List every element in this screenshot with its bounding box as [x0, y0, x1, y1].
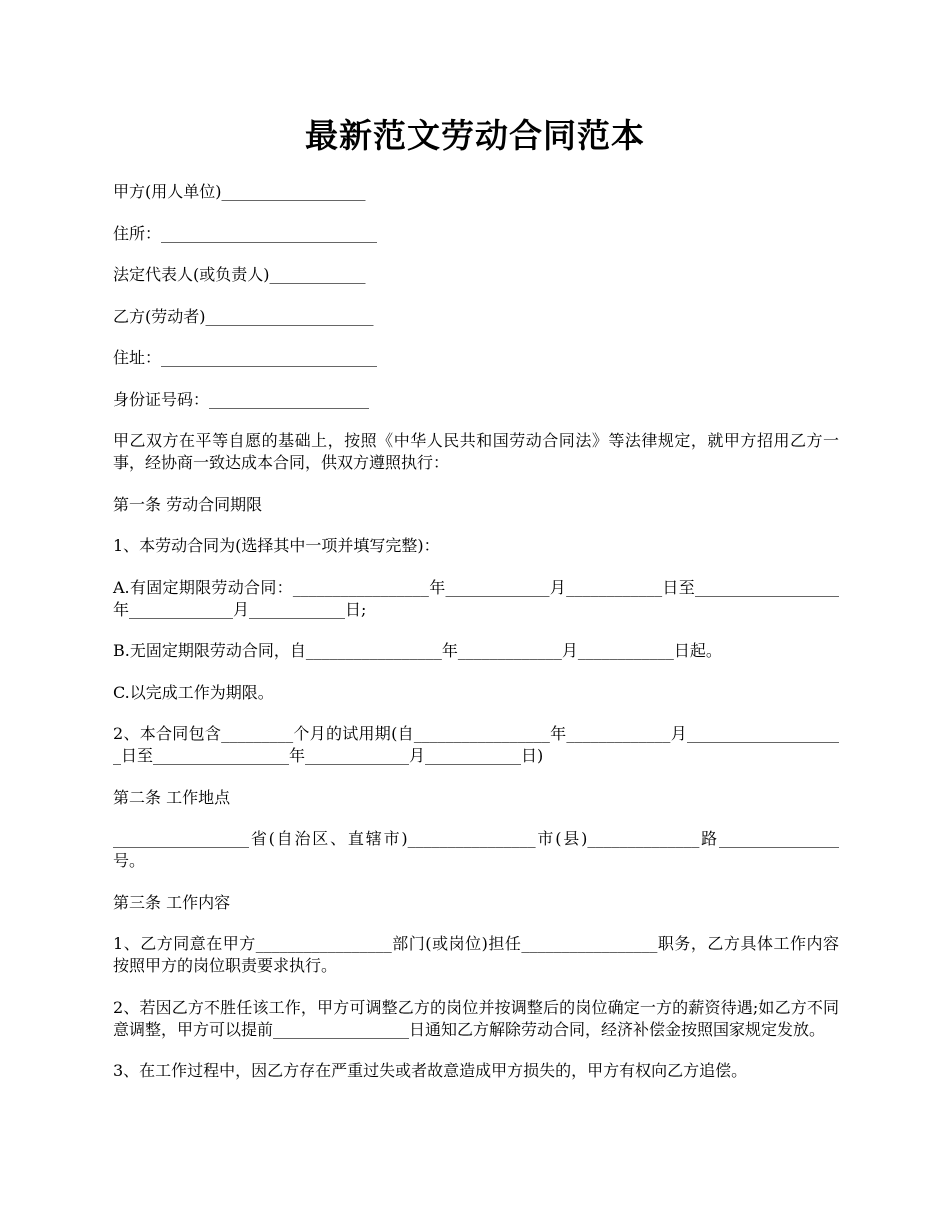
preamble-paragraph: 甲乙双方在平等自愿的基础上，按照《中华人民共和国劳动合同法》等法律规定，就甲方招用乙方一事，经协商一致达成本合同，供双方遵照执行：: [113, 431, 839, 472]
article-1-clause-1: 1、本劳动合同为(选择其中一项并填写完整)：: [113, 536, 440, 555]
id-number-line: 身份证号码：____________________: [113, 389, 370, 409]
document-body: [113, 181, 839, 1102]
article-3-clause-1: 1、乙方同意在甲方_________________部门(或岗位)担任_________________职务，乙方具体工作内容按照甲方的岗位职责要求执行。: [113, 934, 839, 975]
legal-representative-line: 法定代表人(或负责人)____________: [113, 265, 366, 284]
party-a-address-line: 住所：___________________________: [113, 223, 378, 243]
article-3-heading: 第三条 工作内容: [113, 892, 231, 912]
party-a-employer-line: 甲方(用人单位)__________________: [113, 182, 366, 201]
document-title: 最新范文劳动合同范本: [305, 116, 645, 155]
article-1-heading: 第一条 劳动合同期限: [113, 494, 263, 514]
option-c-task-based: C.以完成工作为期限。: [113, 682, 274, 702]
article-2-heading: 第二条 工作地点: [113, 787, 231, 807]
option-b-open-ended: B.无固定期限劳动合同，自_________________年_____________月____________日起。: [113, 641, 722, 660]
party-b-employee-line: 乙方(劳动者)_____________________: [113, 306, 374, 326]
article-3-clause-3: 3、在工作过程中，因乙方存在严重过失或者故意造成甲方损失的，甲方有权向乙方追偿。: [113, 1061, 748, 1080]
work-location-line: _________________省(自治区、直辖市)________________市(县)______________路_______________号。: [113, 829, 839, 870]
option-a-fixed-term: A.有固定期限劳动合同：_________________年_____________月____________日至__________________年_____________月____________日;: [113, 577, 839, 619]
party-b-address-line: 住址：___________________________: [113, 348, 378, 367]
article-1-clause-2-probation: 2、本合同包含_________个月的试用期(自_________________年_____________月____________________日至_________________年_____________月____________日): [113, 724, 839, 765]
article-3-clause-2: 2、若因乙方不胜任该工作，甲方可调整乙方的岗位并按调整后的岗位确定一方的薪资待遇;如乙方不同意调整，甲方可以提前_________________日通知乙方解除劳动合同，经济补偿金按照国家规定发放。: [113, 997, 839, 1039]
